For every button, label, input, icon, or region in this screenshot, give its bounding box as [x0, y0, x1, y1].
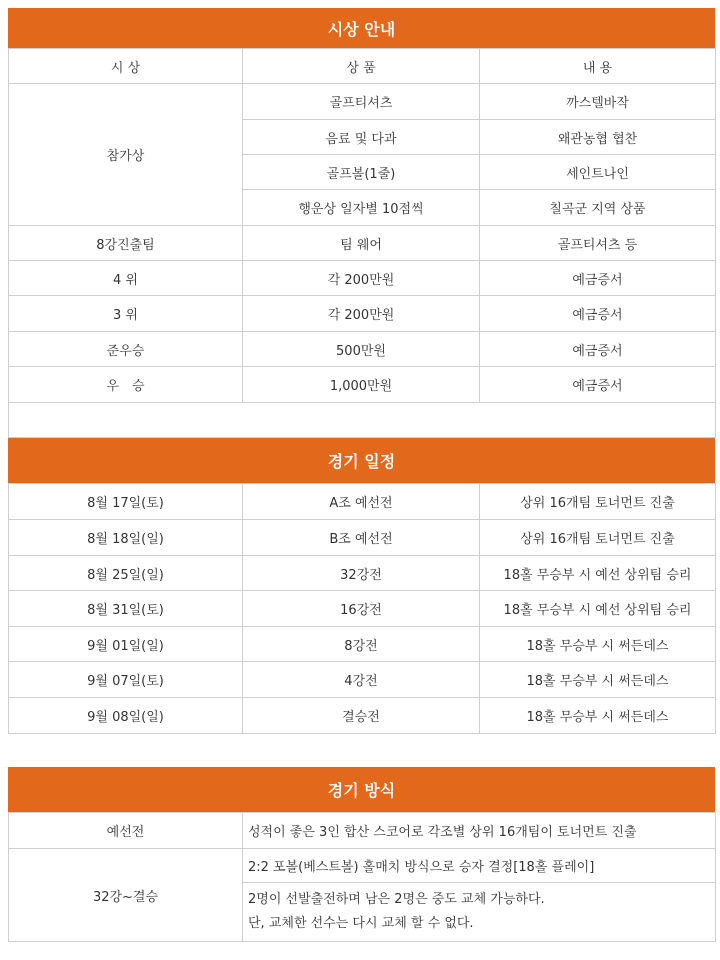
prize-cell: 골프볼(1줄) [243, 155, 480, 190]
header-award: 시 상 [9, 49, 243, 84]
rank-cell: 8강진출팀 [9, 226, 243, 261]
detail-cell: 예금증서 [480, 367, 716, 403]
date-cell: 9월 01일(일) [9, 627, 243, 662]
prelim-text: 성적이 좋은 3인 합산 스코어로 각조별 상위 16개팀이 토너먼트 진출 [243, 813, 716, 849]
date-cell: 8월 25일(일) [9, 556, 243, 591]
award-table [8, 48, 716, 438]
detail-cell: 예금증서 [480, 261, 716, 296]
substitution-rule [243, 883, 716, 942]
participation-label: 참가상 [9, 84, 243, 226]
substitution-line: 2명이 선발출전하며 남은 2명은 중도 교체 가능하다. [248, 892, 545, 907]
format-title: 경기 방식 [8, 767, 715, 812]
header-detail: 내 용 [480, 49, 716, 84]
prize-cell: 1,000만원 [243, 367, 480, 403]
date-cell: 8월 17일(토) [9, 484, 243, 520]
note-cell: 18홀 무승부 시 써든데스 [480, 662, 716, 698]
prelim-label: 예선전 [9, 813, 243, 849]
note-cell: 상위 16개팀 토너먼트 진출 [480, 484, 716, 520]
award-header-row [9, 49, 716, 84]
rank-cell: 우 승 [9, 367, 243, 403]
award-title: 시상 안내 [8, 8, 715, 48]
table-row [9, 849, 716, 883]
table-row [9, 484, 716, 520]
detail-cell: 까스텔바작 [480, 84, 716, 120]
date-cell: 9월 07일(토) [9, 662, 243, 698]
table-row [9, 84, 716, 120]
table-row [9, 226, 716, 261]
spacer-row [9, 403, 716, 438]
table-row [9, 627, 716, 662]
note-cell: 18홀 무승부 시 예선 상위팀 승리 [480, 591, 716, 627]
note-cell: 상위 16개팀 토너먼트 진출 [480, 520, 716, 556]
detail-cell: 왜관농협 협찬 [480, 120, 716, 155]
detail-cell: 칠곡군 지역 상품 [480, 190, 716, 226]
rank-cell: 준우승 [9, 332, 243, 367]
prize-cell: 골프티셔츠 [243, 84, 480, 120]
knockout-label: 32강~결승 [9, 849, 243, 942]
note-cell: 18홀 무승부 시 써든데스 [480, 698, 716, 734]
date-cell: 8월 18일(일) [9, 520, 243, 556]
round-cell: B조 예선전 [243, 520, 480, 556]
prize-cell: 행운상 일자별 10점씩 [243, 190, 480, 226]
table-row [9, 556, 716, 591]
table-row [9, 520, 716, 556]
prize-cell: 각 200만원 [243, 261, 480, 296]
date-cell: 8월 31일(토) [9, 591, 243, 627]
round-cell: 8강전 [243, 627, 480, 662]
table-row [9, 367, 716, 403]
substitution-line: 단, 교체한 선수는 다시 교체 할 수 없다. [248, 916, 474, 931]
round-cell: 결승전 [243, 698, 480, 734]
detail-cell: 세인트나인 [480, 155, 716, 190]
note-cell: 18홀 무승부 시 예선 상위팀 승리 [480, 556, 716, 591]
round-cell: A조 예선전 [243, 484, 480, 520]
table-row [9, 296, 716, 332]
table-row [9, 332, 716, 367]
date-cell: 9월 08일(일) [9, 698, 243, 734]
schedule-table [8, 483, 716, 734]
prize-cell: 500만원 [243, 332, 480, 367]
prize-cell: 음료 및 다과 [243, 120, 480, 155]
rank-cell: 3 위 [9, 296, 243, 332]
table-row [9, 698, 716, 734]
award-section [8, 8, 715, 438]
note-cell: 18홀 무승부 시 써든데스 [480, 627, 716, 662]
header-prize: 상 품 [243, 49, 480, 84]
round-cell: 32강전 [243, 556, 480, 591]
spacer-cell [9, 403, 716, 438]
prize-cell: 각 200만원 [243, 296, 480, 332]
format-table [8, 812, 716, 942]
schedule-title: 경기 일정 [8, 438, 715, 483]
table-row [9, 662, 716, 698]
detail-cell: 골프티셔츠 등 [480, 226, 716, 261]
schedule-section [8, 438, 715, 734]
round-cell: 16강전 [243, 591, 480, 627]
table-row [9, 261, 716, 296]
prize-cell: 팀 웨어 [243, 226, 480, 261]
format-section [8, 767, 715, 942]
table-row [9, 591, 716, 627]
table-row [9, 813, 716, 849]
round-cell: 4강전 [243, 662, 480, 698]
detail-cell: 예금증서 [480, 296, 716, 332]
detail-cell: 예금증서 [480, 332, 716, 367]
knockout-rule: 2:2 포볼(베스트볼) 홀매치 방식으로 승자 결정[18홀 플레이] [243, 849, 716, 883]
rank-cell: 4 위 [9, 261, 243, 296]
